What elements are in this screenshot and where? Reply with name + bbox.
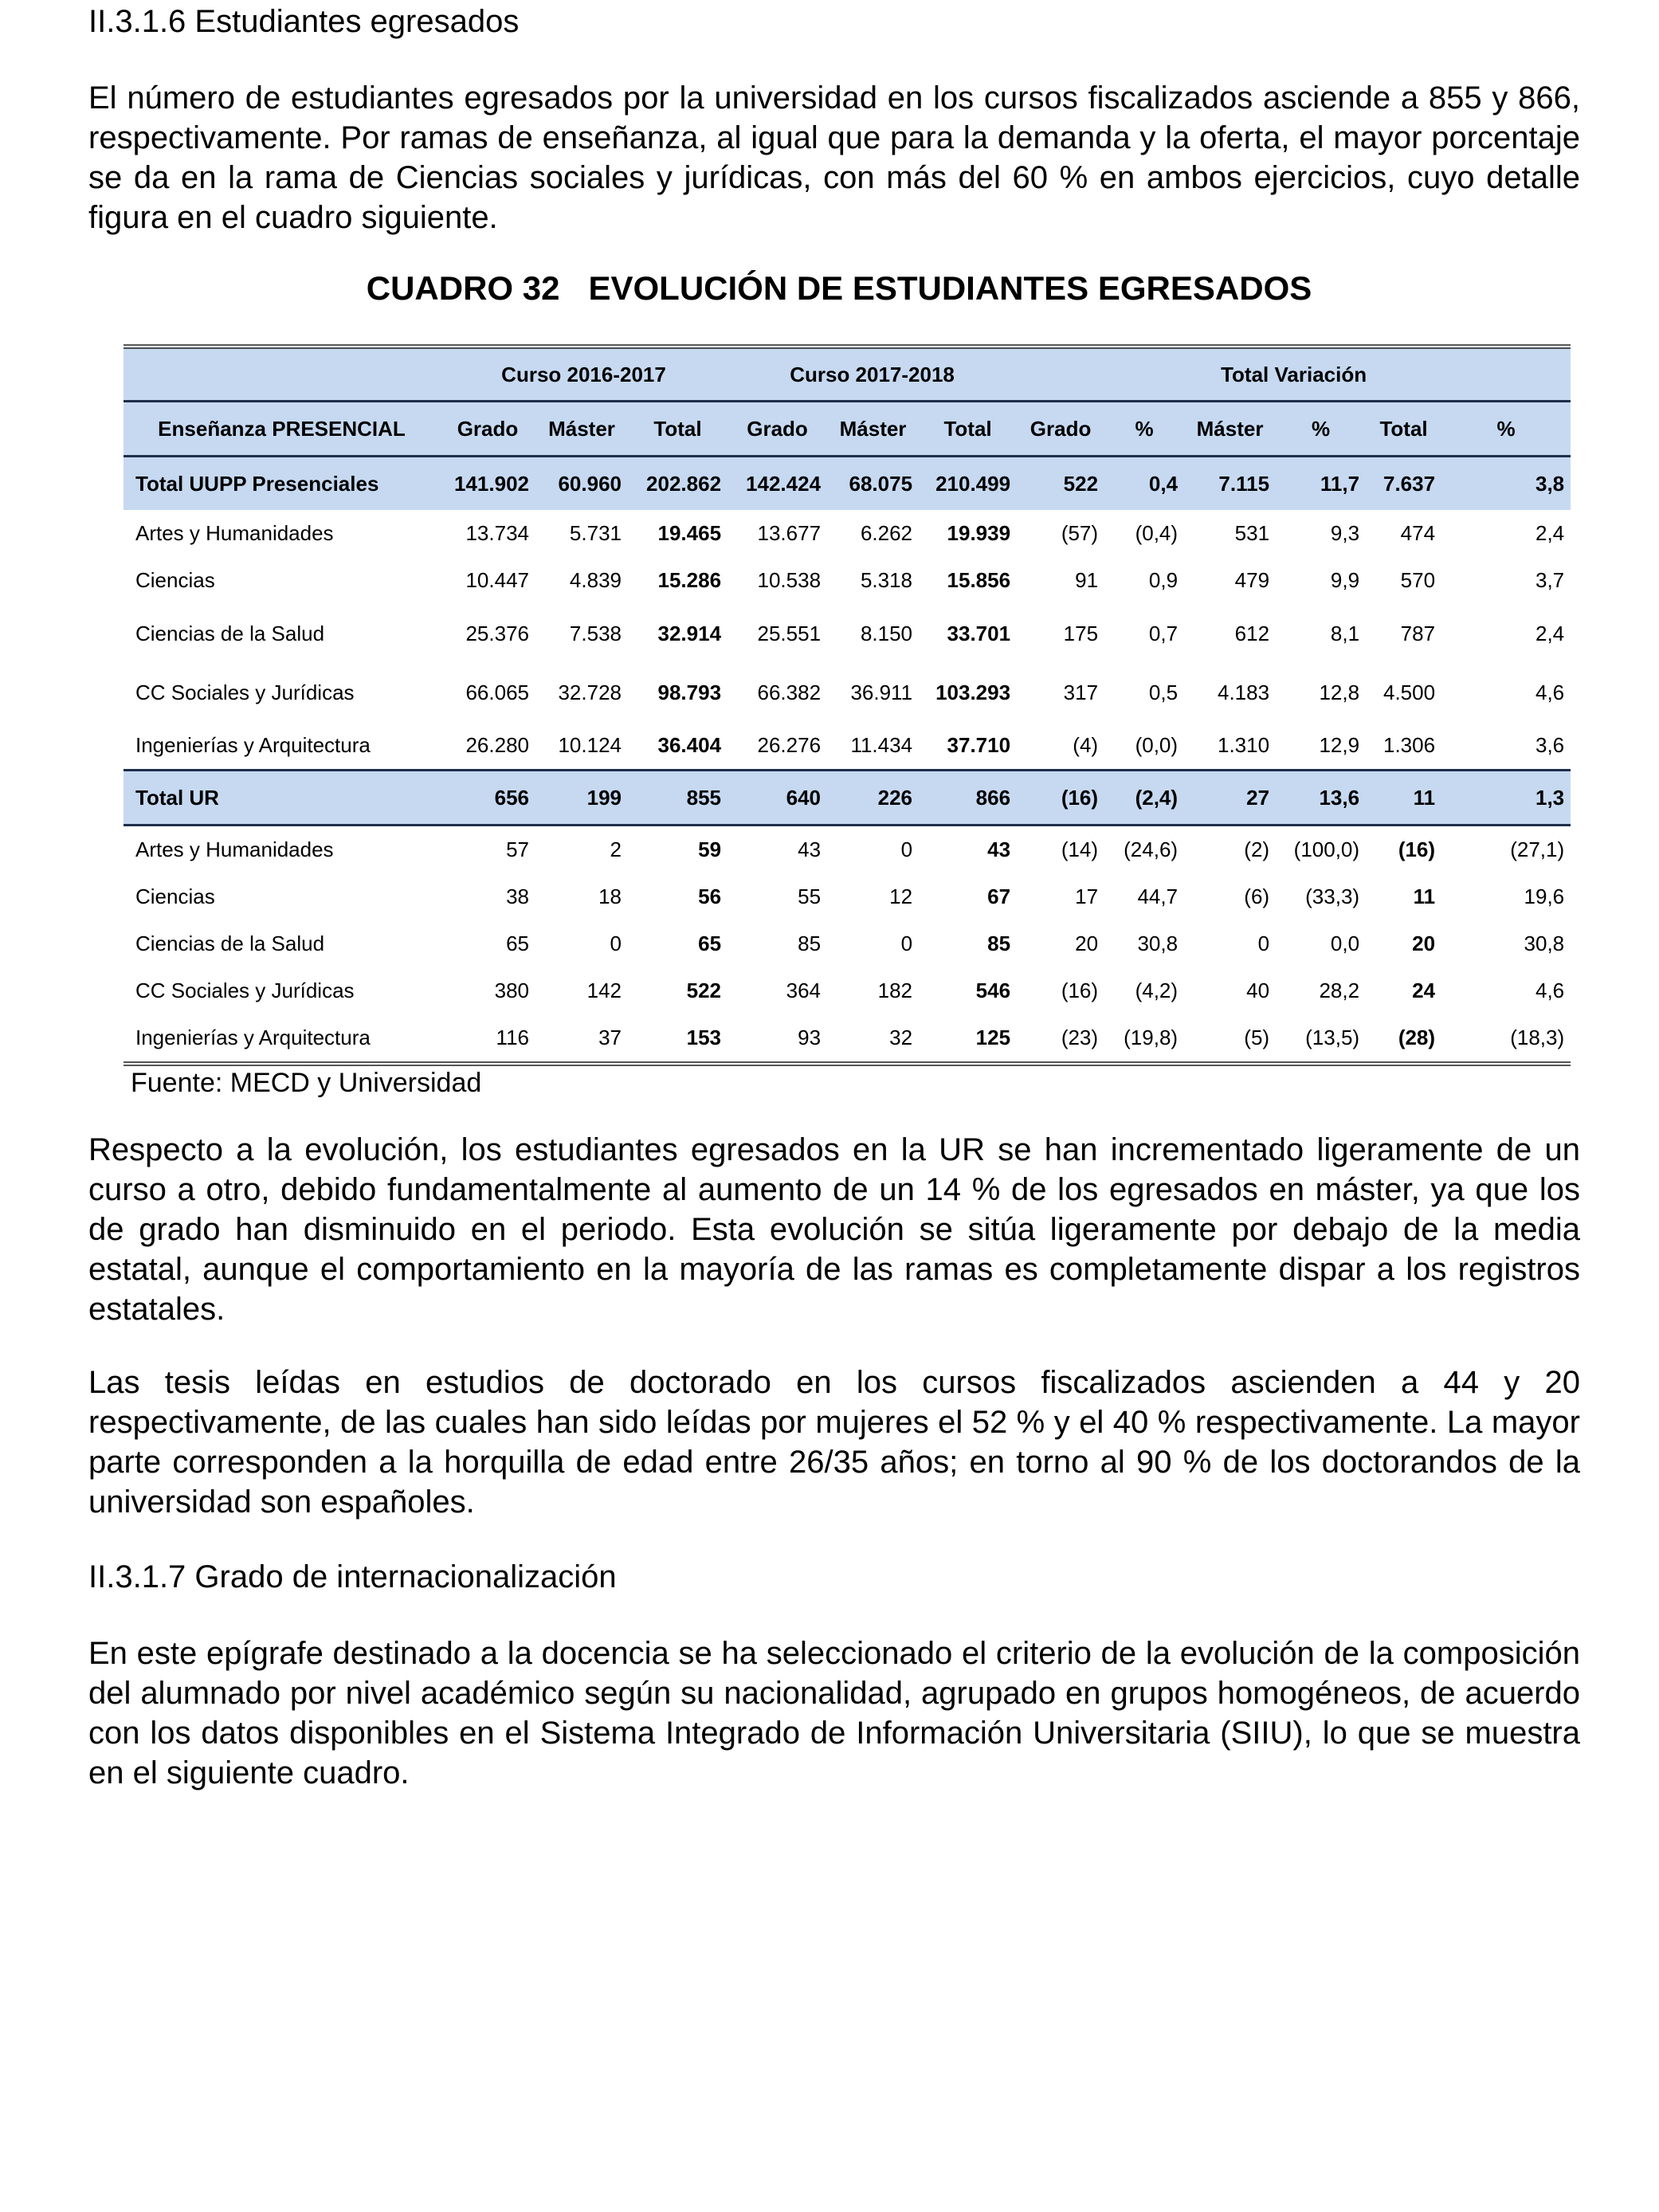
table-cell: 0 xyxy=(610,931,622,955)
table-cell: 60.960 xyxy=(535,457,628,511)
table-cell: 30,8 xyxy=(1137,931,1179,955)
table-row xyxy=(124,722,1571,771)
table-cell: 12,8 xyxy=(1319,680,1360,704)
table-cell: 85 xyxy=(798,931,822,955)
table-row xyxy=(124,663,1571,722)
row-label: CC Sociales y Jurídicas xyxy=(135,979,355,1002)
row-label: Ingenierías y Arquitectura xyxy=(135,1026,371,1049)
table-cell: 59 xyxy=(698,837,722,861)
table-cell: (6) xyxy=(1244,884,1270,908)
table-cell: 66.382 xyxy=(757,680,822,704)
table-cell: (5) xyxy=(1244,1026,1270,1049)
column-header: % xyxy=(1104,402,1184,457)
row-label: Ingenierías y Arquitectura xyxy=(135,733,371,757)
table-cell: 522 xyxy=(686,979,722,1002)
row-label: Artes y Humanidades xyxy=(135,837,334,861)
table-cell: 93 xyxy=(798,1026,822,1049)
table-cell: 175 xyxy=(1063,621,1099,645)
column-header-row xyxy=(124,402,1571,457)
column-header: Máster xyxy=(535,402,628,457)
paragraph-evolution: Respecto a la evolución, los estudiantes egresados en la UR se han incrementado ligeramente de un curso a otro, debido fundamentalmente al aumento de un 14 % de los egresados en máster, ya que los de grado han disminuido en el periodo. Esta evolución se sitúa ligeramente por debajo de la media estatal, aunque el comportamiento en la mayoría de las ramas es completamente dispar a los registros estatales. xyxy=(88,1132,1580,1327)
table-cell: 787 xyxy=(1400,621,1436,645)
column-header: Grado xyxy=(1017,402,1104,457)
table-cell: 13,6 xyxy=(1276,771,1366,826)
table-cell: 37 xyxy=(598,1026,622,1049)
paragraph-theses: Las tesis leídas en estudios de doctorado en los cursos fiscalizados ascienden a 44 y 20 respectivamente, de las cuales han sido leídas por mujeres el 52 % y el 40 % respectivamente. La mayor parte corresponden a la horquilla de edad entre 26/35 años; en torno al 90 % de los doctorandos de la universidad son españoles. xyxy=(88,1365,1580,1520)
table-cell: 10.447 xyxy=(465,568,529,592)
table-row xyxy=(124,826,1571,874)
table-cell: 0,7 xyxy=(1148,621,1179,645)
table-cell: 98.793 xyxy=(657,680,722,704)
section-heading: II.3.1.6 Estudiantes egresados xyxy=(88,4,520,39)
table-cell: 182 xyxy=(877,979,913,1002)
table-cell: 66.065 xyxy=(465,680,529,704)
table-source: Fuente: MECD y Universidad xyxy=(131,1068,482,1098)
group-header: Curso 2017-2018 xyxy=(728,347,1017,402)
table-cell: 26.280 xyxy=(465,733,529,757)
column-header: Máster xyxy=(1184,402,1276,457)
paragraph-intro: El número de estudiantes egresados por la universidad en los cursos fiscalizados asciende a 855 y 866, respectivamente. Por ramas de enseñanza, al igual que para la demanda y la oferta, el mayor porcentaje se da en la rama de Ciencias sociales y jurídicas, con más del 60 % en ambos ejercicios, cuyo detalle figura en el cuadro siguiente. xyxy=(88,80,1580,235)
table-cell: 10.124 xyxy=(558,733,622,757)
table-cell: 531 xyxy=(1234,521,1270,545)
graduates-table xyxy=(124,344,1565,1066)
column-header: Grado xyxy=(440,402,535,457)
table-cell: (0,0) xyxy=(1135,733,1179,757)
table-cell: 15.856 xyxy=(947,568,1011,592)
column-header: Máster xyxy=(827,402,919,457)
table-cell: 3,6 xyxy=(1535,733,1565,757)
table-cell: 56 xyxy=(698,884,722,908)
table-cell: 12 xyxy=(889,884,913,908)
table-cell: 9,9 xyxy=(1330,568,1360,592)
table-cell: 2,4 xyxy=(1535,621,1565,645)
row-label: Total UUPP Presenciales xyxy=(124,457,440,511)
table-cell: 142 xyxy=(586,979,622,1002)
table-cell: 91 xyxy=(1075,568,1099,592)
table-cell: (27,1) xyxy=(1510,837,1565,861)
table-cell: (16) xyxy=(1017,771,1104,826)
table-cell: 4,6 xyxy=(1535,979,1565,1002)
table-cell: 0,0 xyxy=(1330,931,1360,955)
table-cell: 28,2 xyxy=(1319,979,1360,1002)
row-label: CC Sociales y Jurídicas xyxy=(135,680,355,704)
table-cell: 25.551 xyxy=(757,621,822,645)
table-cell: 10.538 xyxy=(757,568,822,592)
group-header: Total Variación xyxy=(1017,347,1571,402)
table-cell: 141.902 xyxy=(440,457,535,511)
table-cell: 32.914 xyxy=(657,621,722,645)
table-cell: 142.424 xyxy=(728,457,827,511)
table-cell: 8.150 xyxy=(860,621,913,645)
table-cell: 37.710 xyxy=(947,733,1011,757)
row-label: Ciencias de la Salud xyxy=(135,931,325,955)
table-cell: 522 xyxy=(1017,457,1104,511)
table-cell: 0 xyxy=(1257,931,1270,955)
table-cell: 67 xyxy=(987,884,1011,908)
table-cell: 19.465 xyxy=(657,521,722,545)
table-cell: (24,6) xyxy=(1124,837,1179,861)
table-cell: 18 xyxy=(598,884,622,908)
table-cell: 65 xyxy=(506,931,529,955)
table-cell: 19,6 xyxy=(1524,884,1565,908)
table-cell: 57 xyxy=(506,837,529,861)
table-cell: 24 xyxy=(1412,979,1436,1002)
table-cell: 103.293 xyxy=(935,680,1011,704)
table-cell: 7.115 xyxy=(1184,457,1276,511)
table-cell: 1.310 xyxy=(1217,733,1270,757)
group-header-row xyxy=(124,347,1571,402)
table-cell: 125 xyxy=(975,1026,1011,1049)
table-cell: 1,3 xyxy=(1441,771,1571,826)
table-cell: 36.404 xyxy=(657,733,722,757)
section-heading: II.3.1.7 Grado de internacionalización xyxy=(88,1559,617,1594)
table-cell: 65 xyxy=(698,931,722,955)
table-cell: 0,9 xyxy=(1148,568,1179,592)
table-cell: (13,5) xyxy=(1305,1026,1360,1049)
table-cell: (18,3) xyxy=(1510,1026,1565,1049)
table-cell: 4.500 xyxy=(1382,680,1436,704)
table-cell: (57) xyxy=(1061,521,1099,545)
table-cell: 43 xyxy=(798,837,822,861)
table-cell: 68.075 xyxy=(827,457,919,511)
table-cell: 9,3 xyxy=(1330,521,1360,545)
table-cell: 479 xyxy=(1234,568,1270,592)
table-cell: 32.728 xyxy=(558,680,622,704)
column-header: % xyxy=(1441,402,1571,457)
table-cell: 4.183 xyxy=(1217,680,1270,704)
table-row xyxy=(124,873,1571,920)
column-header: Total xyxy=(628,402,728,457)
table-cell: 40 xyxy=(1246,979,1270,1002)
table-cell: 20 xyxy=(1412,931,1436,955)
table-cell: 7.538 xyxy=(569,621,622,645)
table-cell: 3,8 xyxy=(1441,457,1571,511)
table-cell: 474 xyxy=(1400,521,1436,545)
table-cell: 43 xyxy=(987,837,1011,861)
table-row xyxy=(124,967,1571,1014)
table-cell: 36.911 xyxy=(850,680,913,704)
group-header: Curso 2016-2017 xyxy=(440,347,728,402)
table-row xyxy=(124,920,1571,967)
table-cell: 44,7 xyxy=(1137,884,1179,908)
table-cell: (0,4) xyxy=(1135,521,1179,545)
total-ur-row xyxy=(124,771,1571,826)
column-header: Grado xyxy=(728,402,827,457)
row-label: Ciencias xyxy=(135,568,215,592)
table-cell: 19.939 xyxy=(947,521,1011,545)
table-cell: 32 xyxy=(889,1026,913,1049)
table-cell: 570 xyxy=(1400,568,1436,592)
table-cell: 2 xyxy=(610,837,622,861)
table-cell: (100,0) xyxy=(1293,837,1360,861)
table-cell: (16) xyxy=(1061,979,1099,1002)
table-cell: 6.262 xyxy=(860,521,913,545)
row-label: Ciencias de la Salud xyxy=(135,621,325,645)
table-cell: 13.677 xyxy=(757,521,822,545)
table-cell: 546 xyxy=(975,979,1011,1002)
table-cell: 1.306 xyxy=(1382,733,1436,757)
table-cell: (2) xyxy=(1244,837,1270,861)
table-row xyxy=(124,604,1571,663)
table-cell: 0,4 xyxy=(1104,457,1184,511)
table-cell: 0 xyxy=(900,837,913,861)
table-cell: 226 xyxy=(827,771,919,826)
table-title xyxy=(88,269,1590,308)
table-cell: 11 xyxy=(1366,771,1441,826)
table-cell: 11 xyxy=(1413,884,1436,908)
table-cell: 15.286 xyxy=(657,568,722,592)
table-cell: 8,1 xyxy=(1330,621,1360,645)
table-cell: 2,4 xyxy=(1535,521,1565,545)
table-cell: 11,7 xyxy=(1276,457,1366,511)
table-row xyxy=(124,1014,1571,1064)
table-cell: 116 xyxy=(496,1026,529,1049)
table-cell: 17 xyxy=(1075,884,1099,908)
table-cell: 5.318 xyxy=(860,568,913,592)
table-cell: (28) xyxy=(1398,1026,1436,1049)
table-row xyxy=(124,557,1571,604)
column-header: Total xyxy=(919,402,1017,457)
table-cell: 5.731 xyxy=(569,521,622,545)
table-cell: 55 xyxy=(798,884,822,908)
table-cell: (14) xyxy=(1061,837,1099,861)
table-cell: 210.499 xyxy=(919,457,1017,511)
table-cell: 11.434 xyxy=(850,733,913,757)
table-cell: 4.839 xyxy=(569,568,622,592)
table-cell: 26.276 xyxy=(757,733,822,757)
row-label: Total UR xyxy=(124,771,440,826)
table-cell: (19,8) xyxy=(1124,1026,1179,1049)
table-cell: 25.376 xyxy=(465,621,529,645)
table-cell: 33.701 xyxy=(947,621,1011,645)
table-cell: (23) xyxy=(1061,1026,1099,1049)
table-row xyxy=(124,510,1571,557)
table-cell: 7.637 xyxy=(1366,457,1441,511)
table-cell: 656 xyxy=(440,771,535,826)
table-cell: 27 xyxy=(1184,771,1276,826)
table-cell: 0 xyxy=(900,931,913,955)
column-header: % xyxy=(1276,402,1366,457)
table-cell: 855 xyxy=(628,771,728,826)
table-cell: 199 xyxy=(535,771,628,826)
table-cell: 13.734 xyxy=(465,521,529,545)
table-cell: 866 xyxy=(919,771,1017,826)
table-title-number: CUADRO 32 xyxy=(366,269,560,307)
table-cell: 612 xyxy=(1234,621,1270,645)
table-cell: 153 xyxy=(686,1026,722,1049)
table-cell: 640 xyxy=(728,771,827,826)
table-cell: 4,6 xyxy=(1535,680,1565,704)
table-cell: 20 xyxy=(1075,931,1099,955)
paragraph-internationalization: En este epígrafe destinado a la docencia se ha seleccionado el criterio de la evolución de la composición del alumnado por nivel académico según su nacionalidad, agrupado en grupos homogéneos, de acuerdo con los datos disponibles en el Sistema Integrado de Información Universitaria (SIIU), lo que se muestra en el siguiente cuadro. xyxy=(88,1636,1580,1790)
table-cell: 0,5 xyxy=(1148,680,1179,704)
column-header: Enseñanza PRESENCIAL xyxy=(124,402,440,457)
table-cell: (33,3) xyxy=(1305,884,1360,908)
row-label: Artes y Humanidades xyxy=(135,521,334,545)
table-title-text: EVOLUCIÓN DE ESTUDIANTES EGRESADOS xyxy=(588,269,1312,307)
table-cell: 85 xyxy=(987,931,1011,955)
column-header: Total xyxy=(1366,402,1441,457)
table-cell: 364 xyxy=(786,979,822,1002)
table-cell: 38 xyxy=(506,884,529,908)
total-uupp-row xyxy=(124,457,1571,511)
table-cell: (4) xyxy=(1073,733,1099,757)
table-cell: (16) xyxy=(1398,837,1436,861)
table-cell: 380 xyxy=(494,979,529,1002)
table-cell: 30,8 xyxy=(1524,931,1565,955)
table-cell: (4,2) xyxy=(1135,979,1179,1002)
table-cell: 202.862 xyxy=(628,457,728,511)
row-label: Ciencias xyxy=(135,884,215,908)
table-cell: 3,7 xyxy=(1535,568,1565,592)
table-cell: (2,4) xyxy=(1104,771,1184,826)
table-cell: 317 xyxy=(1063,680,1099,704)
table-cell: 12,9 xyxy=(1319,733,1360,757)
